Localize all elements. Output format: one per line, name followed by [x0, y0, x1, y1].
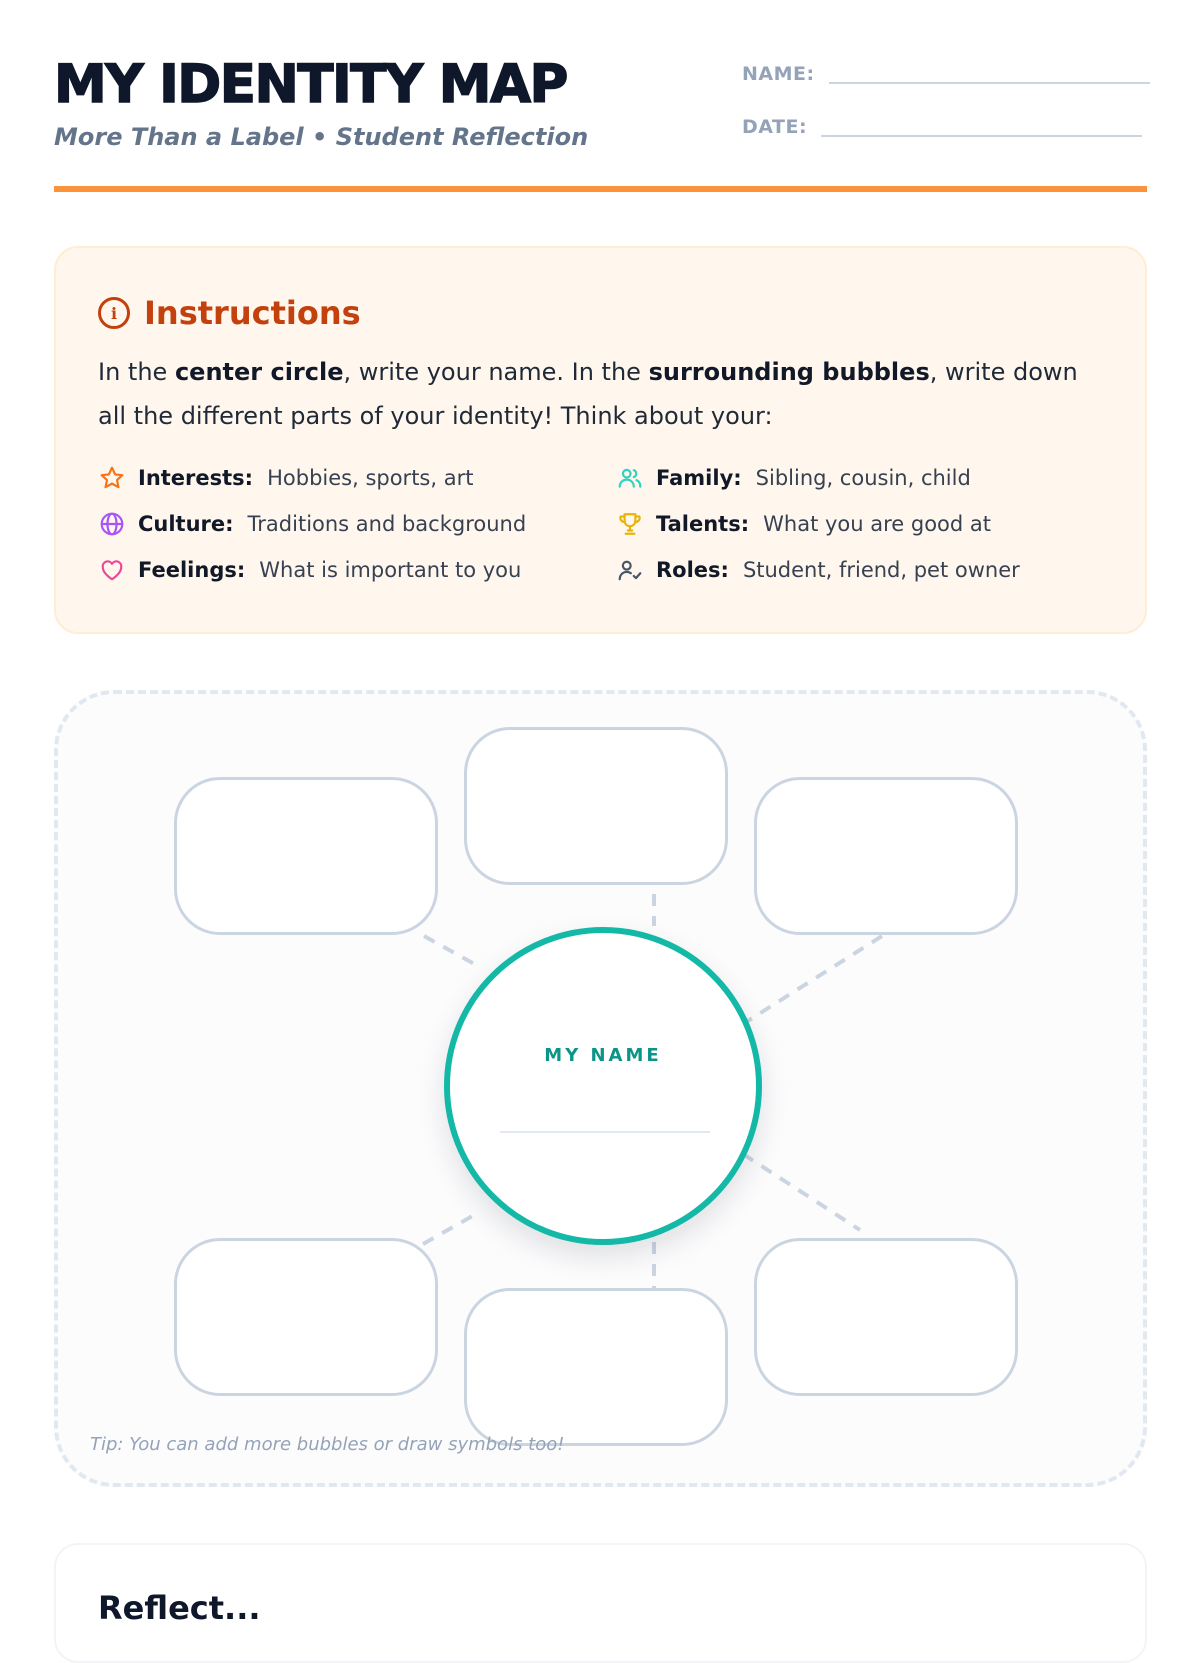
connector-line: [743, 1154, 860, 1230]
people-icon: [616, 464, 644, 492]
name-label: NAME:: [742, 63, 815, 85]
category-description: Hobbies, sports, art: [267, 465, 474, 490]
surrounding-bubbles-emphasis: surrounding bubbles: [648, 358, 930, 386]
my-name-circle[interactable]: [444, 927, 762, 1245]
info-icon: i: [98, 297, 130, 329]
connector-line: [423, 1214, 476, 1244]
category-roles: [616, 556, 1020, 584]
reflection-panel: [54, 1543, 1147, 1663]
center-circle-emphasis: center circle: [174, 358, 344, 386]
page-subtitle: More Than a Label • Student Reflection: [54, 123, 589, 151]
identity-map-area: [54, 690, 1147, 1487]
date-write-line[interactable]: [821, 115, 1142, 137]
category-label: Roles:: [656, 557, 729, 582]
instructions-panel: [54, 246, 1147, 634]
category-label: Family:: [656, 465, 742, 490]
category-label: Feelings:: [138, 557, 246, 582]
identity-bubble-bottom-left[interactable]: [174, 1238, 438, 1396]
globe-icon: [98, 510, 126, 538]
my-name-write-line: [500, 1131, 710, 1133]
trophy-icon: [616, 510, 644, 538]
name-field: [742, 62, 1150, 84]
category-label: Talents:: [656, 511, 750, 536]
connector-line: [424, 936, 478, 966]
connector-line: [743, 936, 882, 1024]
category-label: Culture:: [138, 511, 234, 536]
category-interests: [98, 464, 473, 492]
identity-bubble-bottom[interactable]: [464, 1288, 728, 1446]
instructions-header: [98, 294, 361, 332]
date-field: [742, 115, 1142, 137]
instructions-text-part: In the: [98, 358, 175, 386]
category-description: What you are good at: [763, 511, 992, 536]
category-family: [616, 464, 971, 492]
star-icon: [98, 464, 126, 492]
identity-bubble-top[interactable]: [464, 727, 728, 885]
category-description: Sibling, cousin, child: [755, 465, 971, 490]
category-description: Traditions and background: [247, 511, 527, 536]
category-feelings: [98, 556, 521, 584]
my-name-label: MY NAME: [544, 1045, 662, 1066]
identity-bubble-top-right[interactable]: [754, 777, 1018, 935]
category-culture: [98, 510, 526, 538]
instructions-title: Instructions: [144, 294, 361, 332]
category-talents: [616, 510, 991, 538]
reflection-title: Reflect...: [98, 1589, 261, 1627]
worksheet-header: [54, 50, 1147, 193]
category-description: What is important to you: [259, 557, 522, 582]
category-description: Student, friend, pet owner: [742, 557, 1020, 582]
user-check-icon: [616, 556, 644, 584]
identity-bubble-bottom-right[interactable]: [754, 1238, 1018, 1396]
heart-icon: [98, 556, 126, 584]
name-write-line[interactable]: [829, 62, 1150, 84]
instructions-text: [98, 350, 1098, 438]
page-title: MY IDENTITY MAP: [54, 54, 567, 115]
category-label: Interests:: [138, 465, 254, 490]
instructions-text-part: , write your name. In the: [343, 358, 649, 386]
identity-bubble-top-left[interactable]: [174, 777, 438, 935]
tip-text: Tip: You can add more bubbles or draw symbols too!: [90, 1434, 565, 1455]
instructions-text-part: , write down all the different parts of your identity! Think about your:: [98, 358, 1078, 430]
header-divider: [54, 186, 1147, 192]
date-label: DATE:: [742, 116, 808, 138]
